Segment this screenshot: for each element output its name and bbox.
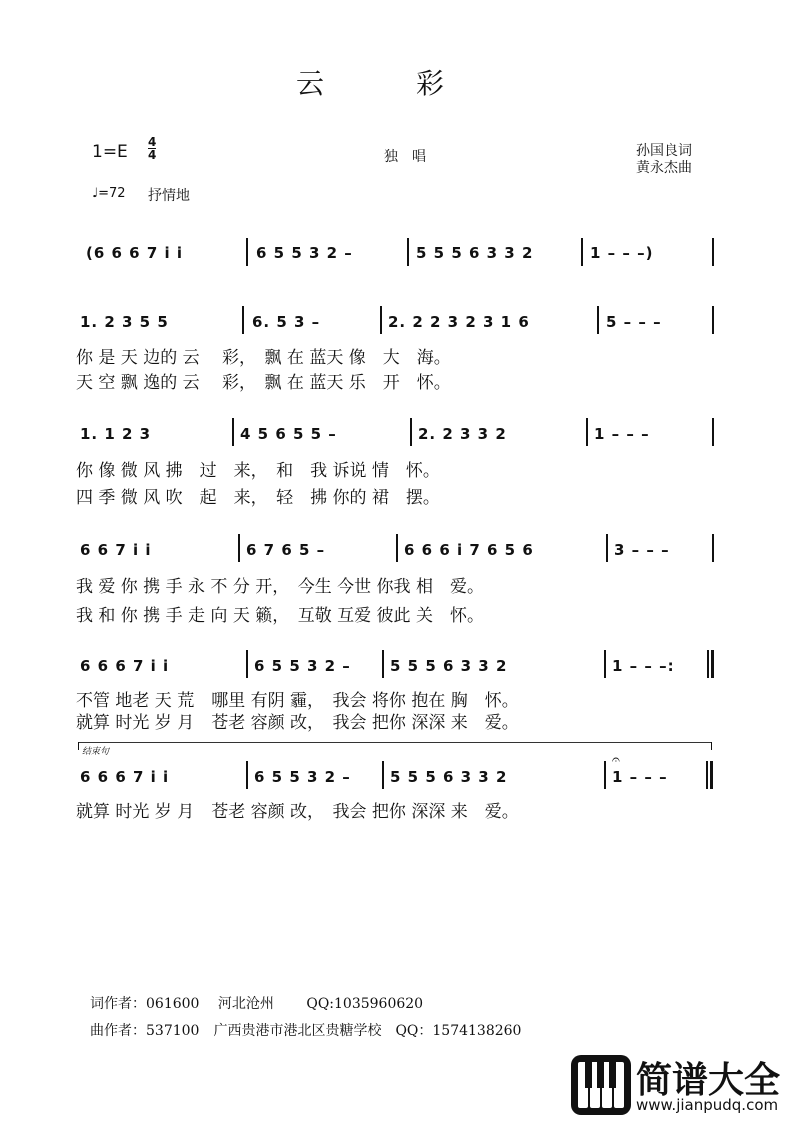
lyrics-line-4-verse-2: 我 和 你 携 手 走 向 天 籁， 互敬 互爱 彼此 关 怀。 — [76, 606, 484, 626]
key-signature: 1=E — [92, 142, 128, 162]
notes-line-5-m3: 5 5 5 6 3 3 2 — [390, 657, 508, 675]
lyrics-line-3-verse-1: 你 像 微 风 拂 过 来， 和 我 诉说 情 怀。 — [76, 461, 440, 481]
barline — [232, 418, 234, 446]
notes-line-2-m2: 6. 5 3 – — [252, 313, 321, 331]
notes-line-2-m3: 2. 2 2 3 2 3 1 6 — [388, 313, 530, 331]
quarter-note-icon: ♩ — [92, 186, 99, 201]
notes-line-6-m3: 5 5 5 6 3 3 2 — [390, 768, 508, 786]
final-barline — [706, 761, 708, 789]
barline — [712, 238, 714, 266]
lyrics-line-4-verse-1: 我 爱 你 携 手 永 不 分 开， 今生 今世 你我 相 爱。 — [76, 577, 484, 597]
performance-type: 独 唱 — [384, 149, 426, 165]
expression-mark: 抒情地 — [148, 188, 190, 204]
barline — [586, 418, 588, 446]
barline — [238, 534, 240, 562]
notes-line-1-m4: 1 – – –) — [590, 244, 654, 262]
barline — [382, 761, 384, 789]
barline — [410, 418, 412, 446]
tempo-mark — [92, 186, 126, 201]
barline — [246, 761, 248, 789]
notes-line-4-m2: 6 7 6 5 – — [246, 541, 326, 559]
logo-text: 简谱大全 — [636, 1060, 781, 1101]
barline — [581, 238, 583, 266]
barline — [246, 650, 248, 678]
lyrics-line-3-verse-2: 四 季 微 风 吹 起 来， 轻 拂 你的 裙 摆。 — [76, 488, 440, 508]
notes-line-2-m1: 1. 2 3 5 5 — [80, 313, 169, 331]
notes-line-3-m3: 2. 2 3 3 2 — [418, 425, 507, 443]
barline — [242, 306, 244, 334]
tempo-value: =72 — [98, 186, 126, 201]
time-sig-top: 4 — [148, 135, 157, 149]
barline — [604, 650, 606, 678]
notes-line-4-m3: 6 6 6 i 7 6 5 6 — [404, 541, 534, 559]
lyrics-line-2-verse-1: 你 是 天 边的 云 彩， 飘 在 蓝天 像 大 海。 — [76, 348, 451, 368]
song-title: 云 彩 — [296, 67, 447, 100]
notes-line-4-m1: 6 6 7 i i — [80, 541, 152, 559]
barline — [712, 418, 714, 446]
lyrics-line-5-verse-2: 就算 时光 岁 月 苍老 容颜 改， 我会 把你 深深 来 爱。 — [76, 713, 519, 733]
barline — [597, 306, 599, 334]
barline — [396, 534, 398, 562]
notes-line-1-m2: 6 5 5 3 2 – — [256, 244, 353, 262]
lyricist-credit: 孙国良词 — [636, 143, 692, 159]
barline — [382, 650, 384, 678]
fermata-icon: 𝄐 — [612, 752, 620, 768]
repeat-end-barline — [711, 650, 714, 678]
repeat-end-barline — [707, 650, 709, 678]
notes-line-2-m4: 5 – – – — [606, 313, 662, 331]
notes-line-5-m1: 6 6 6 7 i i — [80, 657, 170, 675]
logo-url: www.jianpudq.com — [636, 1096, 779, 1114]
coda-bracket-left — [78, 742, 79, 750]
piano-keys-icon — [570, 1054, 632, 1116]
barline — [604, 761, 606, 789]
barline — [712, 306, 714, 334]
lyrics-line-6-verse-1: 就算 时光 岁 月 苍老 容颜 改， 我会 把你 深深 来 爱。 — [76, 802, 519, 822]
notes-line-5-m4: 1 – – –: — [612, 657, 675, 675]
notes-line-5-m2: 6 5 5 3 2 – — [254, 657, 351, 675]
barline — [246, 238, 248, 266]
time-signature — [148, 136, 156, 161]
notes-line-3-m1: 1. 1 2 3 — [80, 425, 152, 443]
notes-line-6-m2: 6 5 5 3 2 – — [254, 768, 351, 786]
notes-line-3-m4: 1 – – – — [594, 425, 650, 443]
coda-bracket-right — [711, 742, 712, 750]
notes-line-1-m1: (6 6 6 7 i i — [86, 244, 183, 262]
notes-line-3-m2: 4 5 6 5 5 – — [240, 425, 337, 443]
barline — [606, 534, 608, 562]
composer-contact: 曲作者：537100 广西贵港市港北区贵糖学校 QQ：1574138260 — [90, 1023, 522, 1039]
barline — [380, 306, 382, 334]
lyricist-contact: 词作者：061600 河北沧州 QQ:1035960620 — [90, 996, 424, 1012]
composer-credit: 黄永杰曲 — [636, 160, 692, 176]
coda-label: 结束句 — [82, 747, 110, 757]
notes-line-6-m4: 1 – – – — [612, 768, 668, 786]
lyrics-line-2-verse-2: 天 空 飘 逸的 云 彩， 飘 在 蓝天 乐 开 怀。 — [76, 373, 451, 393]
barline — [407, 238, 409, 266]
lyrics-line-5-verse-1: 不管 地老 天 荒 哪里 有阴 霾， 我会 将你 抱在 胸 怀。 — [76, 691, 519, 711]
barline — [712, 534, 714, 562]
final-barline — [710, 761, 713, 789]
notes-line-4-m4: 3 – – – — [614, 541, 670, 559]
notes-line-1-m3: 5 5 5 6 3 3 2 — [416, 244, 534, 262]
site-logo — [570, 1052, 790, 1118]
coda-bracket — [78, 742, 712, 743]
time-sig-bottom: 4 — [148, 148, 157, 162]
notes-line-6-m1: 6 6 6 7 i i — [80, 768, 170, 786]
